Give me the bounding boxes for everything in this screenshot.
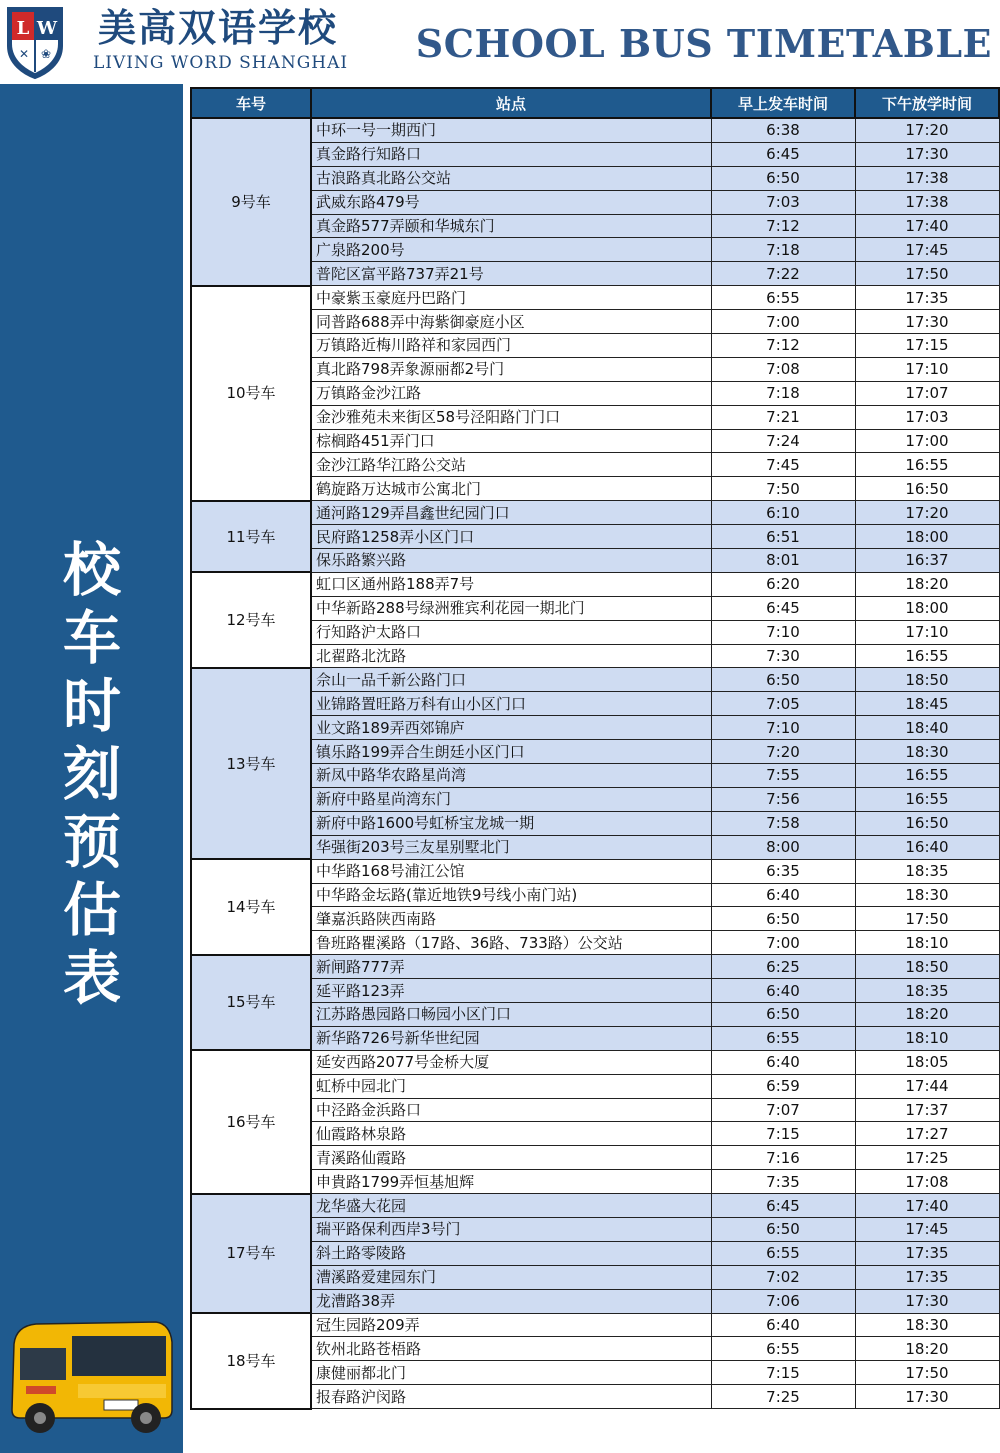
afternoon-time-cell: 16:55 bbox=[855, 787, 999, 811]
school-crest-icon bbox=[6, 6, 64, 80]
table-row bbox=[191, 835, 999, 859]
table-row bbox=[191, 118, 999, 142]
afternoon-time-cell: 18:45 bbox=[855, 692, 999, 716]
stop-cell: 通河路129弄昌鑫世纪园门口 bbox=[311, 501, 711, 525]
afternoon-time-cell: 17:50 bbox=[855, 262, 999, 286]
school-name-english: LIVING WORD SHANGHAI bbox=[93, 53, 349, 73]
stop-cell: 中环一号一期西门 bbox=[311, 118, 711, 142]
table-row bbox=[191, 405, 999, 429]
table-row bbox=[191, 644, 999, 668]
morning-time-cell: 7:15 bbox=[711, 1361, 855, 1385]
stop-cell: 万镇路近梅川路祥和家园西门 bbox=[311, 334, 711, 358]
table-row bbox=[191, 740, 999, 764]
table-row bbox=[191, 477, 999, 501]
header-bus: 车号 bbox=[191, 88, 311, 118]
stop-cell: 斜土路零陵路 bbox=[311, 1241, 711, 1265]
afternoon-time-cell: 17:10 bbox=[855, 357, 999, 381]
stop-cell: 新府中路星尚湾东门 bbox=[311, 787, 711, 811]
morning-time-cell: 6:55 bbox=[711, 1241, 855, 1265]
afternoon-time-cell: 16:50 bbox=[855, 811, 999, 835]
afternoon-time-cell: 18:35 bbox=[855, 859, 999, 883]
stop-cell: 肇嘉浜路陕西南路 bbox=[311, 907, 711, 931]
bus-number-cell: 10号车 bbox=[191, 286, 311, 501]
stop-cell: 江苏路愚园路口畅园小区门口 bbox=[311, 1002, 711, 1026]
morning-time-cell: 6:50 bbox=[711, 668, 855, 692]
afternoon-time-cell: 17:50 bbox=[855, 907, 999, 931]
table-row bbox=[191, 1217, 999, 1241]
stop-cell: 漕溪路爱建园东门 bbox=[311, 1265, 711, 1289]
morning-time-cell: 6:38 bbox=[711, 118, 855, 142]
afternoon-time-cell: 18:20 bbox=[855, 1337, 999, 1361]
page-title: SCHOOL BUS TIMETABLE bbox=[415, 21, 992, 66]
afternoon-time-cell: 17:45 bbox=[855, 1217, 999, 1241]
stop-cell: 业文路189弄西郊锦庐 bbox=[311, 716, 711, 740]
morning-time-cell: 8:01 bbox=[711, 549, 855, 573]
afternoon-time-cell: 16:37 bbox=[855, 549, 999, 573]
afternoon-time-cell: 18:20 bbox=[855, 1002, 999, 1026]
table-row bbox=[191, 501, 999, 525]
table-row bbox=[191, 692, 999, 716]
stop-cell: 镇乐路199弄合生朗廷小区门口 bbox=[311, 740, 711, 764]
morning-time-cell: 7:00 bbox=[711, 931, 855, 955]
stop-cell: 康健丽都北门 bbox=[311, 1361, 711, 1385]
afternoon-time-cell: 17:27 bbox=[855, 1122, 999, 1146]
afternoon-time-cell: 18:05 bbox=[855, 1050, 999, 1074]
afternoon-time-cell: 17:37 bbox=[855, 1098, 999, 1122]
stop-cell: 报春路沪闵路 bbox=[311, 1385, 711, 1409]
timetable bbox=[190, 87, 998, 1410]
stop-cell: 民府路1258弄小区门口 bbox=[311, 525, 711, 549]
stop-cell: 青溪路仙霞路 bbox=[311, 1146, 711, 1170]
morning-time-cell: 7:12 bbox=[711, 334, 855, 358]
afternoon-time-cell: 18:35 bbox=[855, 979, 999, 1003]
bus-number-cell: 9号车 bbox=[191, 118, 311, 286]
morning-time-cell: 7:05 bbox=[711, 692, 855, 716]
stop-cell: 中华路金坛路(靠近地铁9号线小南门站) bbox=[311, 883, 711, 907]
morning-time-cell: 6:40 bbox=[711, 1050, 855, 1074]
morning-time-cell: 7:22 bbox=[711, 262, 855, 286]
afternoon-time-cell: 16:40 bbox=[855, 835, 999, 859]
page-header bbox=[0, 0, 1000, 84]
morning-time-cell: 6:45 bbox=[711, 142, 855, 166]
afternoon-time-cell: 17:20 bbox=[855, 501, 999, 525]
morning-time-cell: 7:00 bbox=[711, 310, 855, 334]
morning-time-cell: 6:50 bbox=[711, 1002, 855, 1026]
afternoon-time-cell: 17:35 bbox=[855, 1265, 999, 1289]
afternoon-time-cell: 17:38 bbox=[855, 166, 999, 190]
afternoon-time-cell: 18:10 bbox=[855, 1026, 999, 1050]
morning-time-cell: 6:50 bbox=[711, 907, 855, 931]
stop-cell: 佘山一品千新公路门口 bbox=[311, 668, 711, 692]
afternoon-time-cell: 16:55 bbox=[855, 453, 999, 477]
afternoon-time-cell: 17:40 bbox=[855, 214, 999, 238]
stop-cell: 仙霞路林泉路 bbox=[311, 1122, 711, 1146]
table-row bbox=[191, 787, 999, 811]
afternoon-time-cell: 18:00 bbox=[855, 596, 999, 620]
bus-number-cell: 11号车 bbox=[191, 501, 311, 573]
morning-time-cell: 7:45 bbox=[711, 453, 855, 477]
table-row bbox=[191, 1122, 999, 1146]
morning-time-cell: 7:07 bbox=[711, 1098, 855, 1122]
morning-time-cell: 6:55 bbox=[711, 286, 855, 310]
morning-time-cell: 7:10 bbox=[711, 716, 855, 740]
stop-cell: 鹤旋路万达城市公寓北门 bbox=[311, 477, 711, 501]
morning-time-cell: 6:51 bbox=[711, 525, 855, 549]
morning-time-cell: 6:20 bbox=[711, 572, 855, 596]
afternoon-time-cell: 18:40 bbox=[855, 716, 999, 740]
table-row bbox=[191, 764, 999, 788]
afternoon-time-cell: 17:30 bbox=[855, 142, 999, 166]
table-row bbox=[191, 1194, 999, 1218]
morning-time-cell: 7:21 bbox=[711, 405, 855, 429]
table-row bbox=[191, 1146, 999, 1170]
stop-cell: 冠生园路209弄 bbox=[311, 1313, 711, 1337]
morning-time-cell: 7:35 bbox=[711, 1170, 855, 1194]
bus-number-cell: 15号车 bbox=[191, 955, 311, 1051]
table-row bbox=[191, 525, 999, 549]
table-row bbox=[191, 1337, 999, 1361]
svg-text:✕: ✕ bbox=[18, 47, 30, 61]
stop-cell: 古浪路真北路公交站 bbox=[311, 166, 711, 190]
afternoon-time-cell: 18:10 bbox=[855, 931, 999, 955]
stop-cell: 真金路577弄颐和华城东门 bbox=[311, 214, 711, 238]
stop-cell: 真金路行知路口 bbox=[311, 142, 711, 166]
stop-cell: 真北路798弄象源丽都2号门 bbox=[311, 357, 711, 381]
table-row bbox=[191, 1170, 999, 1194]
morning-time-cell: 7:10 bbox=[711, 620, 855, 644]
table-row bbox=[191, 572, 999, 596]
stop-cell: 万镇路金沙江路 bbox=[311, 381, 711, 405]
timetable-table bbox=[190, 87, 1000, 1410]
table-row bbox=[191, 1385, 999, 1409]
afternoon-time-cell: 17:07 bbox=[855, 381, 999, 405]
bus-number-cell: 14号车 bbox=[191, 859, 311, 955]
afternoon-time-cell: 18:30 bbox=[855, 740, 999, 764]
morning-time-cell: 7:03 bbox=[711, 190, 855, 214]
afternoon-time-cell: 17:30 bbox=[855, 1289, 999, 1313]
table-row bbox=[191, 1050, 999, 1074]
stop-cell: 新府中路1600号虹桥宝龙城一期 bbox=[311, 811, 711, 835]
morning-time-cell: 7:15 bbox=[711, 1122, 855, 1146]
afternoon-time-cell: 18:00 bbox=[855, 525, 999, 549]
morning-time-cell: 6:55 bbox=[711, 1026, 855, 1050]
morning-time-cell: 6:50 bbox=[711, 1217, 855, 1241]
stop-cell: 新凤中路华农路星尚湾 bbox=[311, 764, 711, 788]
table-row bbox=[191, 596, 999, 620]
table-row bbox=[191, 334, 999, 358]
morning-time-cell: 7:12 bbox=[711, 214, 855, 238]
table-row bbox=[191, 262, 999, 286]
morning-time-cell: 7:08 bbox=[711, 357, 855, 381]
table-row bbox=[191, 238, 999, 262]
table-row bbox=[191, 907, 999, 931]
stop-cell: 普陀区富平路737弄21号 bbox=[311, 262, 711, 286]
afternoon-time-cell: 17:40 bbox=[855, 1194, 999, 1218]
bus-number-cell: 16号车 bbox=[191, 1050, 311, 1193]
table-row bbox=[191, 142, 999, 166]
table-row bbox=[191, 811, 999, 835]
afternoon-time-cell: 17:45 bbox=[855, 238, 999, 262]
afternoon-time-cell: 17:15 bbox=[855, 334, 999, 358]
morning-time-cell: 7:18 bbox=[711, 381, 855, 405]
table-row bbox=[191, 859, 999, 883]
afternoon-time-cell: 17:08 bbox=[855, 1170, 999, 1194]
morning-time-cell: 8:00 bbox=[711, 835, 855, 859]
school-bus-icon bbox=[6, 1314, 176, 1436]
table-body bbox=[191, 118, 999, 1409]
stop-cell: 华强街203号三友星别墅北门 bbox=[311, 835, 711, 859]
stop-cell: 钦州北路苍梧路 bbox=[311, 1337, 711, 1361]
afternoon-time-cell: 16:55 bbox=[855, 644, 999, 668]
sidebar-title: 校车时刻预估表 bbox=[62, 536, 121, 1012]
afternoon-time-cell: 18:50 bbox=[855, 955, 999, 979]
bus-number-cell: 12号车 bbox=[191, 572, 311, 668]
stop-cell: 新华路726号新华世纪园 bbox=[311, 1026, 711, 1050]
afternoon-time-cell: 17:35 bbox=[855, 286, 999, 310]
morning-time-cell: 7:56 bbox=[711, 787, 855, 811]
afternoon-time-cell: 17:50 bbox=[855, 1361, 999, 1385]
table-row bbox=[191, 883, 999, 907]
morning-time-cell: 6:45 bbox=[711, 596, 855, 620]
table-row bbox=[191, 1313, 999, 1337]
table-row bbox=[191, 1074, 999, 1098]
table-row bbox=[191, 381, 999, 405]
table-row bbox=[191, 214, 999, 238]
stop-cell: 广泉路200号 bbox=[311, 238, 711, 262]
table-row bbox=[191, 1289, 999, 1313]
morning-time-cell: 6:35 bbox=[711, 859, 855, 883]
morning-time-cell: 6:40 bbox=[711, 979, 855, 1003]
stop-cell: 延平路123弄 bbox=[311, 979, 711, 1003]
afternoon-time-cell: 17:00 bbox=[855, 429, 999, 453]
morning-time-cell: 6:50 bbox=[711, 166, 855, 190]
afternoon-time-cell: 17:44 bbox=[855, 1074, 999, 1098]
table-row bbox=[191, 668, 999, 692]
header-afternoon: 下午放学时间 bbox=[855, 88, 999, 118]
bus-number-cell: 13号车 bbox=[191, 668, 311, 859]
bus-number-cell: 17号车 bbox=[191, 1194, 311, 1313]
afternoon-time-cell: 17:35 bbox=[855, 1241, 999, 1265]
table-row bbox=[191, 1361, 999, 1385]
stop-cell: 金沙雅苑未来街区58号泾阳路门门口 bbox=[311, 405, 711, 429]
afternoon-time-cell: 18:30 bbox=[855, 1313, 999, 1337]
table-row bbox=[191, 955, 999, 979]
stop-cell: 瑞平路保利西岸3号门 bbox=[311, 1217, 711, 1241]
table-header-row bbox=[191, 88, 999, 118]
svg-text:L: L bbox=[16, 18, 30, 39]
table-row bbox=[191, 931, 999, 955]
morning-time-cell: 7:55 bbox=[711, 764, 855, 788]
stop-cell: 保乐路繁兴路 bbox=[311, 549, 711, 573]
stop-cell: 棕榈路451弄门口 bbox=[311, 429, 711, 453]
table-row bbox=[191, 190, 999, 214]
stop-cell: 中豪紫玉豪庭丹巴路门 bbox=[311, 286, 711, 310]
table-row bbox=[191, 1265, 999, 1289]
stop-cell: 中泾路金浜路口 bbox=[311, 1098, 711, 1122]
afternoon-time-cell: 17:25 bbox=[855, 1146, 999, 1170]
table-row bbox=[191, 1098, 999, 1122]
table-row bbox=[191, 1241, 999, 1265]
morning-time-cell: 7:24 bbox=[711, 429, 855, 453]
morning-time-cell: 7:25 bbox=[711, 1385, 855, 1409]
morning-time-cell: 7:58 bbox=[711, 811, 855, 835]
afternoon-time-cell: 17:30 bbox=[855, 1385, 999, 1409]
table-row bbox=[191, 1002, 999, 1026]
morning-time-cell: 6:10 bbox=[711, 501, 855, 525]
stop-cell: 鲁班路瞿溪路（17路、36路、733路）公交站 bbox=[311, 931, 711, 955]
table-row bbox=[191, 549, 999, 573]
stop-cell: 龙漕路38弄 bbox=[311, 1289, 711, 1313]
table-row bbox=[191, 1026, 999, 1050]
afternoon-time-cell: 18:20 bbox=[855, 572, 999, 596]
header-stop: 站点 bbox=[311, 88, 711, 118]
stop-cell: 虹桥中园北门 bbox=[311, 1074, 711, 1098]
stop-cell: 中华新路288号绿洲雅宾利花园一期北门 bbox=[311, 596, 711, 620]
morning-time-cell: 7:30 bbox=[711, 644, 855, 668]
morning-time-cell: 7:20 bbox=[711, 740, 855, 764]
header-morning: 早上发车时间 bbox=[711, 88, 855, 118]
school-name-chinese: 美高双语学校 bbox=[98, 6, 339, 50]
stop-cell: 新闸路777弄 bbox=[311, 955, 711, 979]
svg-text:W: W bbox=[36, 18, 58, 39]
morning-time-cell: 6:40 bbox=[711, 883, 855, 907]
morning-time-cell: 6:25 bbox=[711, 955, 855, 979]
stop-cell: 业锦路置旺路万科有山小区门口 bbox=[311, 692, 711, 716]
table-row bbox=[191, 620, 999, 644]
table-row bbox=[191, 286, 999, 310]
afternoon-time-cell: 16:55 bbox=[855, 764, 999, 788]
afternoon-time-cell: 17:10 bbox=[855, 620, 999, 644]
morning-time-cell: 7:16 bbox=[711, 1146, 855, 1170]
afternoon-time-cell: 18:30 bbox=[855, 883, 999, 907]
stop-cell: 金沙江路华江路公交站 bbox=[311, 453, 711, 477]
table-row bbox=[191, 453, 999, 477]
afternoon-time-cell: 17:20 bbox=[855, 118, 999, 142]
table-row bbox=[191, 166, 999, 190]
morning-time-cell: 7:50 bbox=[711, 477, 855, 501]
table-row bbox=[191, 429, 999, 453]
afternoon-time-cell: 17:03 bbox=[855, 405, 999, 429]
svg-text:❀: ❀ bbox=[40, 47, 52, 61]
afternoon-time-cell: 17:30 bbox=[855, 310, 999, 334]
morning-time-cell: 7:02 bbox=[711, 1265, 855, 1289]
stop-cell: 武威东路479号 bbox=[311, 190, 711, 214]
morning-time-cell: 7:06 bbox=[711, 1289, 855, 1313]
morning-time-cell: 6:55 bbox=[711, 1337, 855, 1361]
afternoon-time-cell: 18:50 bbox=[855, 668, 999, 692]
stop-cell: 行知路沪太路口 bbox=[311, 620, 711, 644]
table-row bbox=[191, 979, 999, 1003]
table-row bbox=[191, 716, 999, 740]
morning-time-cell: 6:59 bbox=[711, 1074, 855, 1098]
stop-cell: 北翟路北沈路 bbox=[311, 644, 711, 668]
stop-cell: 中华路168号浦江公馆 bbox=[311, 859, 711, 883]
morning-time-cell: 6:45 bbox=[711, 1194, 855, 1218]
morning-time-cell: 6:40 bbox=[711, 1313, 855, 1337]
stop-cell: 龙华盛大花园 bbox=[311, 1194, 711, 1218]
stop-cell: 虹口区通州路188弄7号 bbox=[311, 572, 711, 596]
stop-cell: 延安西路2077号金桥大厦 bbox=[311, 1050, 711, 1074]
afternoon-time-cell: 16:50 bbox=[855, 477, 999, 501]
stop-cell: 同普路688弄中海紫御豪庭小区 bbox=[311, 310, 711, 334]
stop-cell: 申貴路1799弄恒基旭辉 bbox=[311, 1170, 711, 1194]
bus-number-cell: 18号车 bbox=[191, 1313, 311, 1409]
morning-time-cell: 7:18 bbox=[711, 238, 855, 262]
table-row bbox=[191, 310, 999, 334]
table-row bbox=[191, 357, 999, 381]
sidebar bbox=[0, 84, 183, 1453]
afternoon-time-cell: 17:38 bbox=[855, 190, 999, 214]
